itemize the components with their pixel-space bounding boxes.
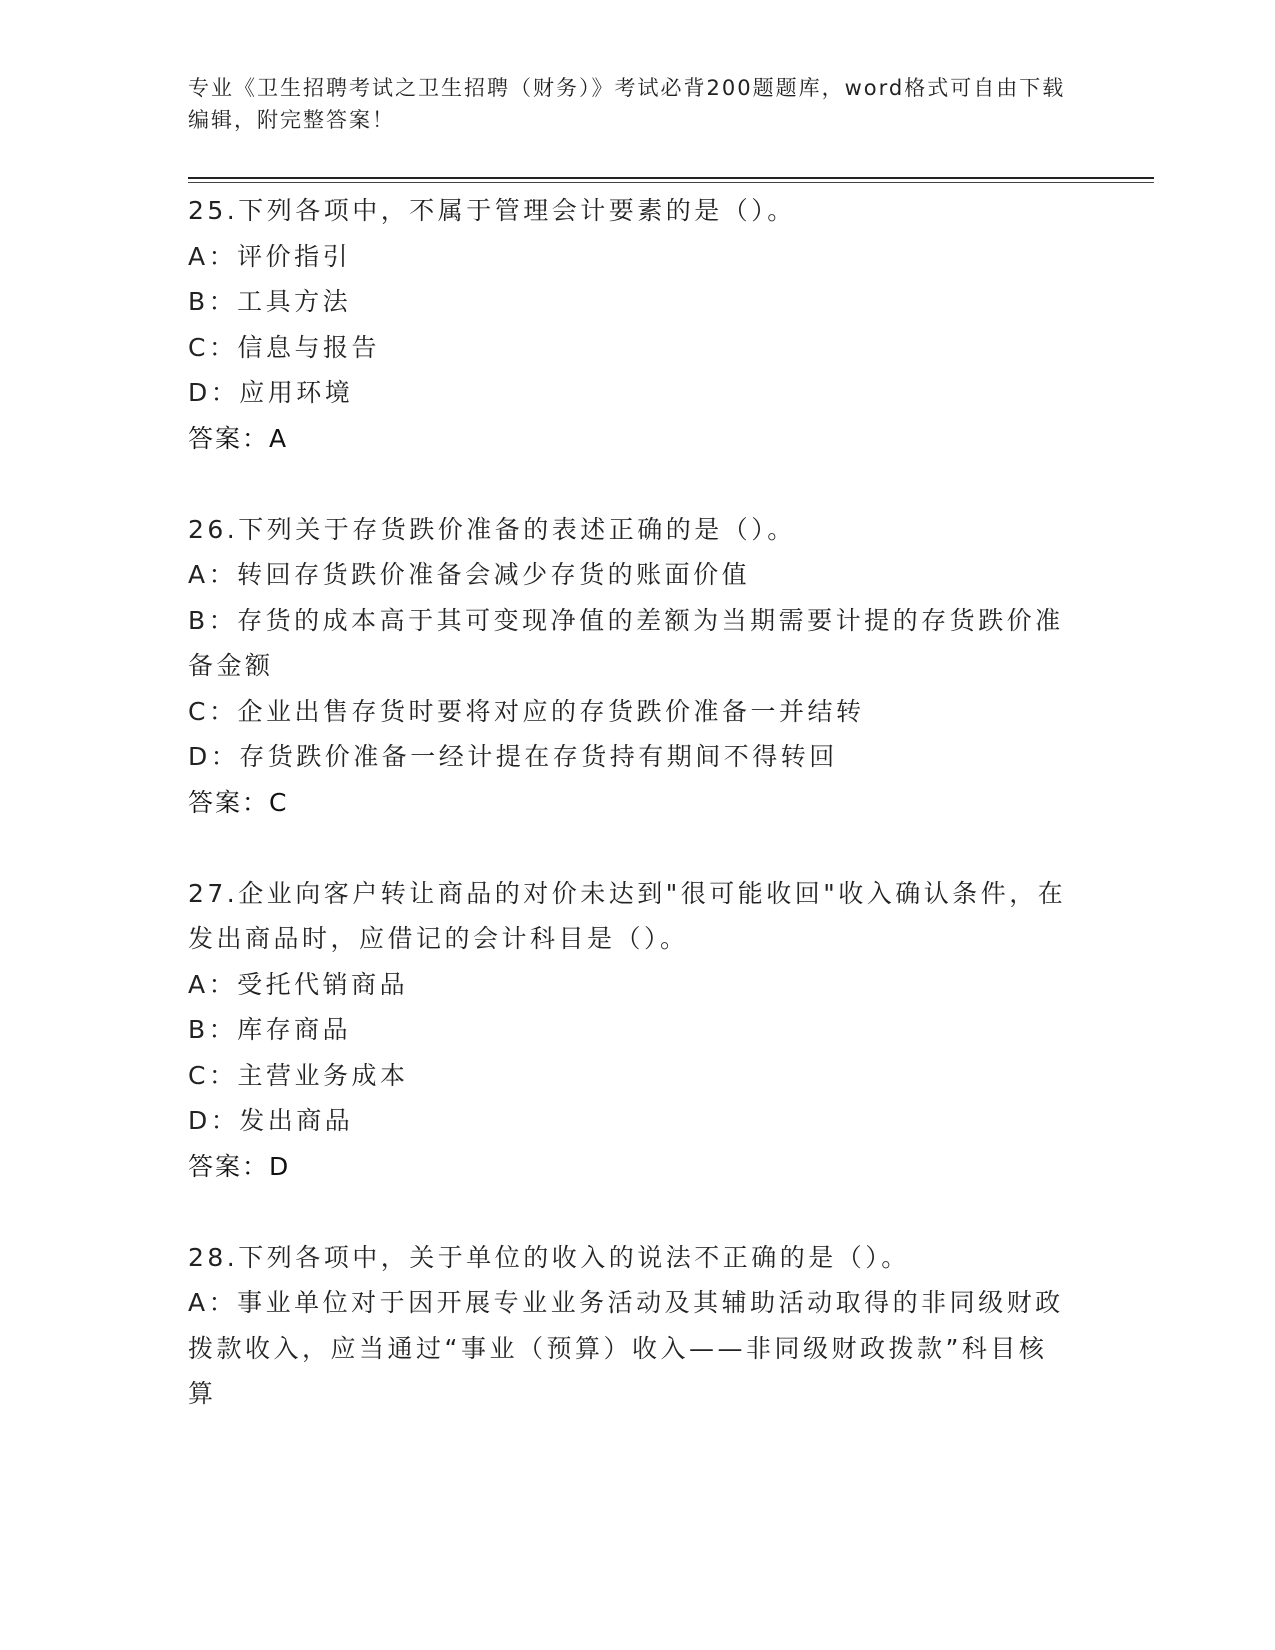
option-a: A：转回存货跌价准备会减少存货的账面价值	[188, 560, 751, 589]
option-c: C：信息与报告	[188, 332, 380, 362]
header-divider-thick	[188, 177, 1154, 179]
question-26	[188, 507, 1068, 826]
option-d: D：应用环境	[188, 378, 354, 407]
question-28	[188, 1235, 1068, 1417]
answer-line: 答案：D	[188, 1151, 291, 1181]
option-a: A：事业单位对于因开展专业业务活动及其辅助活动取得的非同级财政拨款收入，应当通过“事业（预算）收入——非同级财政拨款”科目核算	[188, 1288, 1064, 1408]
header-divider-thin	[188, 182, 1154, 183]
question-27	[188, 871, 1068, 1190]
question-stem: 27.企业向客户转让商品的对价未达到"很可能收回"收入确认条件，在发出商品时，应借记的会计科目是（）。	[188, 878, 1067, 953]
question-stem: 28.下列各项中，关于单位的收入的说法不正确的是（）。	[188, 1242, 910, 1272]
option-c: C：主营业务成本	[188, 1060, 409, 1090]
option-b: B：库存商品	[188, 1015, 352, 1044]
question-stem: 26.下列关于存货跌价准备的表述正确的是（）。	[188, 514, 796, 544]
question-list	[188, 188, 1068, 1417]
option-b: B：存货的成本高于其可变现净值的差额为当期需要计提的存货跌价准备金额	[188, 605, 1064, 680]
question-25	[188, 188, 1068, 461]
option-a: A：评价指引	[188, 241, 352, 271]
option-d: D：发出商品	[188, 1106, 354, 1135]
document-header: 专业《卫生招聘考试之卫生招聘（财务）》考试必背200题题库，word格式可自由下载编辑，附完整答案！	[188, 76, 1066, 132]
question-spacer	[188, 825, 1068, 871]
question-stem: 25.下列各项中，不属于管理会计要素的是（）。	[188, 196, 796, 225]
option-a: A：受托代销商品	[188, 969, 409, 999]
option-b: B：工具方法	[188, 287, 352, 316]
option-c: C：企业出售存货时要将对应的存货跌价准备一并结转	[188, 696, 865, 726]
answer-line: 答案：A	[188, 423, 289, 453]
question-spacer	[188, 1189, 1068, 1235]
option-d: D：存货跌价准备一经计提在存货持有期间不得转回	[188, 742, 838, 771]
answer-line: 答案：C	[188, 787, 289, 817]
question-spacer	[188, 461, 1068, 507]
